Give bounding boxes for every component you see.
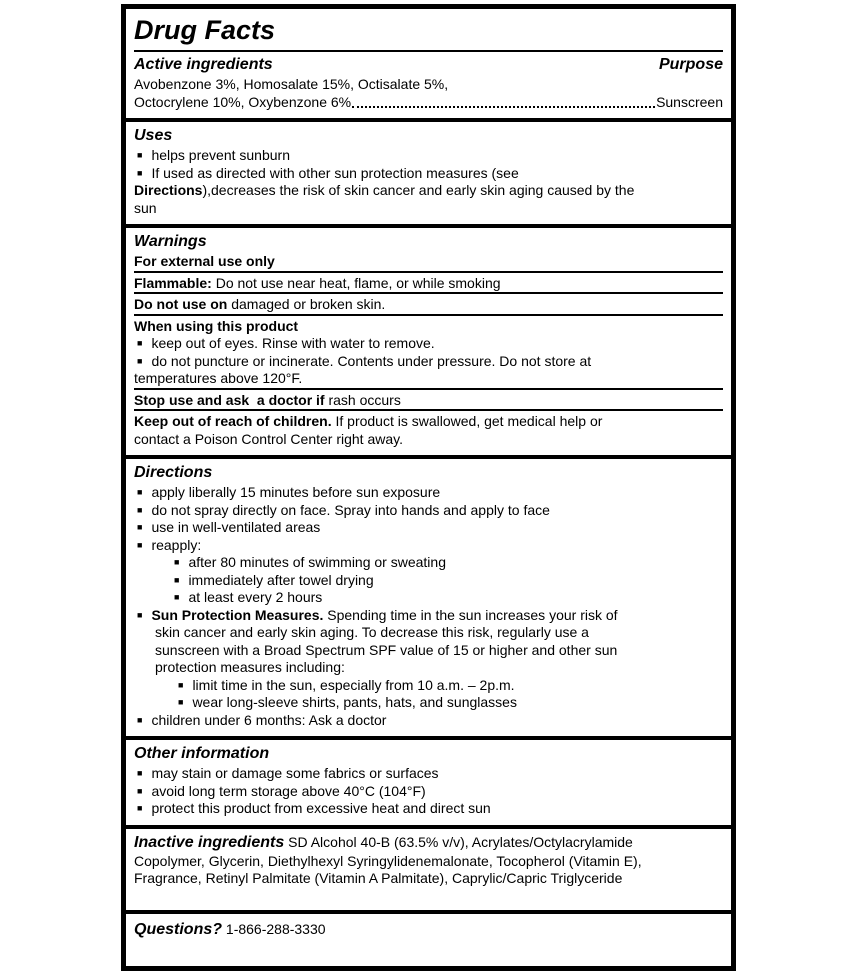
sun-protection-sub-item (134, 694, 723, 712)
purpose-heading: Purpose (658, 56, 723, 73)
dot-leader (352, 93, 655, 108)
sun-protection-sub-item (134, 677, 723, 695)
bullet-square-icon: ■ (137, 609, 143, 620)
text-run: Spending time in the sun increases your risk of (323, 606, 618, 623)
use-item (134, 147, 723, 165)
use-item (134, 165, 723, 183)
text-run: If product is swallowed, get medical help or (331, 413, 603, 429)
text-run: Fragrance, Retinyl Palmitate (Vitamin A Palmitate), Caprylic/Capric Triglyceride (134, 870, 623, 886)
bullet-square-icon: ■ (137, 768, 143, 778)
text-run: If used as directed with other sun protection measures (see (151, 164, 519, 181)
section-heading-warnings: Warnings (134, 233, 207, 250)
warning-item-continuation (134, 370, 723, 390)
bullet-square-icon: ■ (174, 574, 180, 585)
text-run: skin cancer and early skin aging. To decrease this risk, regularly use a (155, 624, 589, 640)
warning-item (134, 335, 723, 353)
text-run: Sun Protection Measures. (151, 606, 324, 623)
bullet-square-icon: ■ (137, 785, 143, 796)
bullet-square-icon: ■ (174, 592, 180, 602)
text-run: Directions (134, 182, 203, 198)
title-divider (134, 50, 723, 52)
bullet-square-icon: ■ (137, 338, 143, 348)
do-not-use-statement (134, 296, 723, 316)
sun-protection-continuation (134, 624, 723, 642)
direction-item (134, 502, 723, 520)
text-run: Do not use near heat, flame, or while smoking (211, 274, 501, 291)
bullet-square-icon: ■ (178, 697, 184, 707)
bullet-square-icon: ■ (137, 504, 143, 515)
bullet-square-icon: ■ (137, 167, 143, 178)
text-run: Flammable: (134, 274, 212, 291)
direction-item (134, 484, 723, 502)
text-run: children under 6 months: Ask a doctor (151, 711, 387, 728)
drug-facts-label (121, 4, 736, 971)
section-heading-directions: Directions (134, 464, 213, 481)
drug-facts-title: Drug Facts (134, 15, 276, 45)
section-warnings (126, 224, 731, 455)
other-info-item (134, 783, 723, 801)
text-run: 1-866-288-3330 (222, 920, 326, 937)
section-title (126, 9, 731, 118)
text-run: at least every 2 hours (188, 589, 323, 605)
stop-use-statement (134, 392, 723, 412)
direction-item (134, 519, 723, 537)
keep-out-of-reach-statement (134, 413, 723, 431)
text-run: temperatures above 120°F. (134, 370, 303, 386)
direction-item (134, 712, 723, 730)
text-run: do not puncture or incinerate. Contents under pressure. Do not store at (151, 352, 592, 369)
section-questions (126, 910, 731, 966)
flammable-statement (134, 275, 723, 295)
bullet-square-icon: ■ (137, 522, 143, 532)
active-ingredients-line: Avobenzone 3%, Homosalate 15%, Octisalate 5%, (134, 76, 449, 92)
active-ingredients-line (134, 93, 723, 111)
bullet-square-icon: ■ (137, 150, 143, 160)
text-run: avoid long term storage above 40°C (104°F) (151, 782, 426, 799)
keep-out-of-reach-continuation (134, 431, 723, 449)
text-run: limit time in the sun, especially from 10 a.m. – 2p.m. (192, 676, 515, 693)
inline-heading: Inactive ingredients (134, 833, 285, 851)
text-run: sunscreen with a Broad Spectrum SPF value of 15 or higher and other sun (155, 641, 618, 658)
text-run: may stain or damage some fabrics or surfaces (151, 765, 439, 781)
text-run: keep out of eyes. Rinse with water to remove. (151, 335, 435, 351)
text-run: immediately after towel drying (188, 571, 374, 588)
text-run: protection measures including: (155, 659, 345, 675)
text-run: use in well-ventilated areas (151, 519, 321, 535)
text-run: Copolymer, Glycerin, Diethylhexyl Syringylidenemalonate, Tocopherol (Vitamin E), (134, 852, 642, 869)
text-run: after 80 minutes of swimming or sweating (188, 554, 446, 570)
bullet-square-icon: ■ (137, 487, 143, 497)
external-use-statement (134, 253, 723, 273)
inactive-ingredients-text (134, 833, 723, 853)
bullet-square-icon: ■ (137, 714, 143, 725)
text-run: wear long-sleeve shirts, pants, hats, and sunglasses (192, 694, 517, 710)
questions-line (134, 920, 723, 940)
text-run: When using this product (134, 317, 299, 334)
text-run: do not spray directly on face. Spray into hands and apply to face (151, 501, 550, 518)
section-directions (126, 455, 731, 736)
sun-protection-continuation (134, 642, 723, 660)
section-heading-other-information: Other information (134, 745, 270, 762)
inactive-ingredients-text (134, 853, 723, 871)
reapply-sub-item (134, 572, 723, 590)
text-run: contact a Poison Control Center right away. (134, 430, 403, 447)
text-run: sun (134, 199, 157, 216)
text-run: SD Alcohol 40-B (63.5% v/v), Acrylates/Octylacrylamide (284, 833, 633, 850)
bullet-square-icon: ■ (137, 803, 143, 813)
inline-heading: Questions? (134, 920, 223, 938)
bullet-square-icon: ■ (137, 539, 143, 550)
active-ingredients-heading: Active ingredients (134, 56, 273, 73)
inactive-ingredients-text (134, 870, 723, 888)
text-run: rash occurs (324, 391, 401, 408)
sun-protection-item (134, 607, 723, 625)
other-info-item (134, 800, 723, 818)
bullet-square-icon: ■ (174, 557, 180, 567)
purpose-value: Sunscreen (656, 94, 723, 110)
text-run: Keep out of reach of children. (134, 413, 332, 429)
active-ingredients-header (134, 55, 723, 75)
use-item-continuation (134, 200, 723, 218)
text-run: ),decreases the risk of skin cancer and early skin aging caused by the (202, 182, 635, 198)
text-run: For external use only (134, 253, 275, 269)
text-run: Stop use and ask a doctor if (134, 391, 325, 408)
warning-item (134, 353, 723, 371)
other-info-item (134, 765, 723, 783)
text-run: apply liberally 15 minutes before sun exposure (151, 484, 441, 500)
sun-protection-continuation (134, 659, 723, 677)
active-ingredients-text: Octocrylene 10%, Oxybenzone 6% (134, 94, 352, 110)
use-item-continuation (134, 182, 723, 200)
section-other-information (126, 736, 731, 825)
reapply-sub-item (134, 589, 723, 607)
section-uses (126, 118, 731, 224)
section-heading-uses: Uses (134, 127, 173, 144)
text-run: helps prevent sunburn (151, 147, 290, 163)
text-run: protect this product from excessive heat and direct sun (151, 800, 491, 816)
text-run: Do not use on (134, 296, 228, 312)
section-inactive-ingredients (126, 825, 731, 910)
reapply-sub-item (134, 554, 723, 572)
bullet-square-icon: ■ (178, 679, 184, 690)
bullet-square-icon: ■ (137, 355, 143, 366)
text-run: reapply: (151, 536, 202, 553)
when-using-heading (134, 318, 723, 336)
text-run: damaged or broken skin. (227, 296, 386, 312)
direction-item (134, 537, 723, 555)
